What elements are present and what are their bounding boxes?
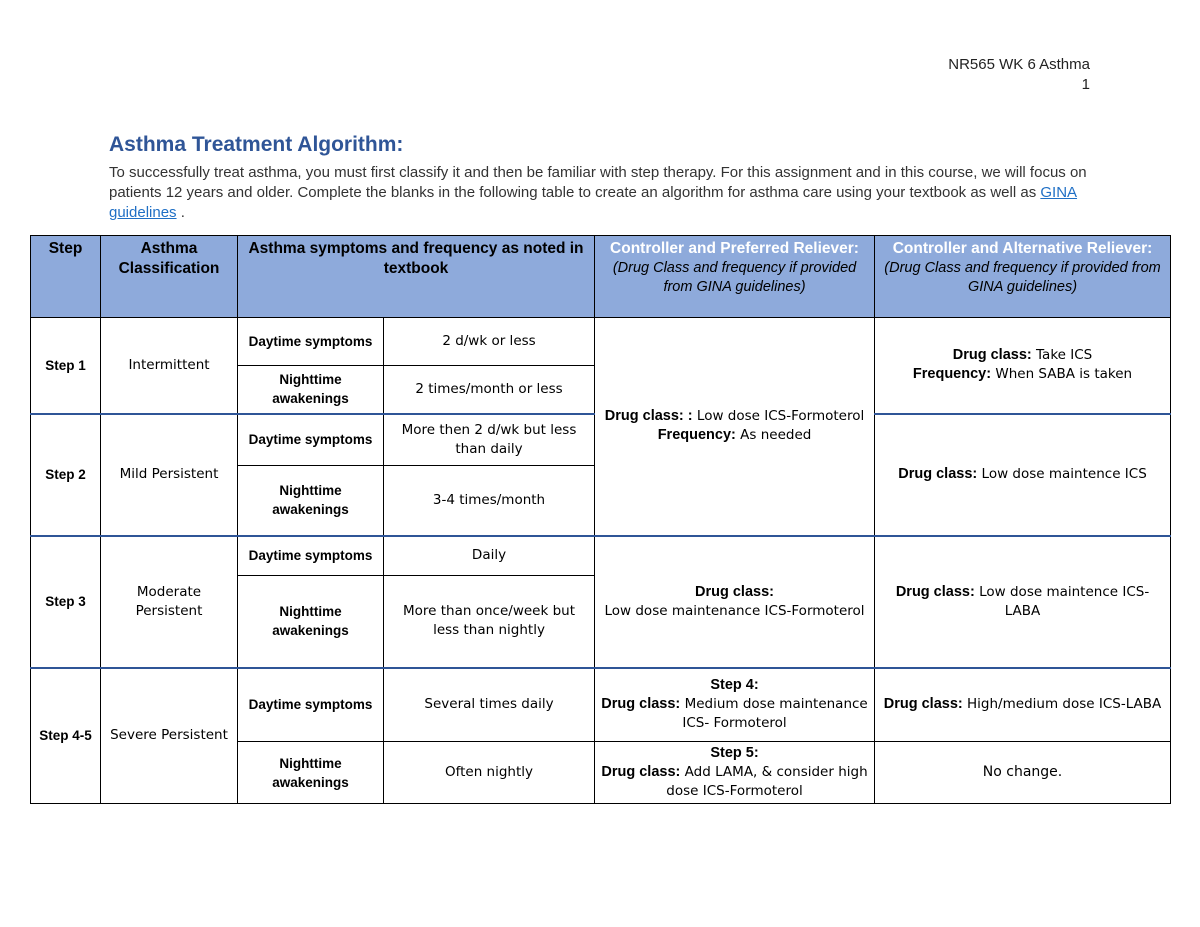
intro-text: To successfully treat asthma, you must first classify it and then be familiar with step therapy. For this assignment and in this course, we will focus on patients 12 years and older. Complete the blanks in the following table to create an algorithm for asthma care using your textbook as well as <box>109 164 1087 201</box>
header-preferred-sub: (Drug Class and frequency if provided from GINA guidelines) <box>612 260 857 295</box>
header-page-number: 1 <box>1081 76 1090 93</box>
step1-nighttime-value: 2 times/month or less <box>384 366 595 414</box>
step2-classification: Mild Persistent <box>101 414 238 536</box>
step45-daytime-label: Daytime symptoms <box>238 668 384 742</box>
step1-daytime-value: 2 d/wk or less <box>384 318 595 366</box>
step3-pref-drug-value: Low dose maintenance ICS-Formoterol <box>604 602 865 619</box>
header-symptoms: Asthma symptoms and frequency as noted in textbook <box>238 236 595 318</box>
step4-alt-drug-label: Drug class: <box>883 696 963 713</box>
step45-classification: Severe Persistent <box>101 668 238 804</box>
step3-alt-drug-value: Low dose maintence ICS-LABA <box>979 583 1150 619</box>
step1-daytime-label: Daytime symptoms <box>238 318 384 366</box>
header-alternative-sub: (Drug Class and frequency if provided from GINA guidelines) <box>884 260 1161 295</box>
step4-drug-value: Medium dose maintenance ICS- Formoterol <box>682 696 868 732</box>
step1-alt-frequency-value: When SABA is taken <box>995 366 1133 383</box>
step2-alternative <box>875 414 1171 536</box>
step1-alt-drug-label: Drug class: <box>952 347 1032 364</box>
step2-daytime-label: Daytime symptoms <box>238 414 384 466</box>
page-header <box>948 55 1090 95</box>
steps12-frequency-label: Frequency: <box>657 427 736 444</box>
table-row <box>31 536 1171 576</box>
step3-daytime-value: Daily <box>384 536 595 576</box>
step5-preferred <box>595 742 875 804</box>
step5-drug-value: Add LAMA, & consider high dose ICS-Formoterol <box>666 764 868 799</box>
step2-daytime-value: More then 2 d/wk but less than daily <box>384 414 595 466</box>
header-step: Step <box>31 236 101 318</box>
step45-step: Step 4-5 <box>31 668 101 804</box>
step1-classification: Intermittent <box>101 318 238 414</box>
asthma-algorithm-table <box>30 235 1171 804</box>
step4-alternative <box>875 668 1171 742</box>
header-row <box>31 236 1171 318</box>
step45-daytime-value: Several times daily <box>384 668 595 742</box>
step1-step: Step 1 <box>31 318 101 414</box>
step2-nighttime-value: 3-4 times/month <box>384 466 595 536</box>
step3-nighttime-value: More than once/week but less than nightly <box>384 576 595 668</box>
step3-daytime-label: Daytime symptoms <box>238 536 384 576</box>
steps12-frequency-value: As needed <box>740 427 812 444</box>
step3-alt-drug-label: Drug class: <box>895 583 975 600</box>
table-row <box>31 668 1171 742</box>
step2-alt-drug-label: Drug class: <box>898 466 978 482</box>
step5-alternative: No change. <box>875 742 1171 804</box>
step2-step: Step 2 <box>31 414 101 536</box>
step5-drug-label: Drug class: <box>601 764 681 780</box>
step2-nighttime-label: Nighttime awakenings <box>238 466 384 536</box>
steps12-drug-value: Low dose ICS-Formoterol <box>696 408 865 425</box>
page-title: Asthma Treatment Algorithm: <box>109 133 404 156</box>
intro-tail: . <box>176 204 185 221</box>
intro-paragraph <box>109 163 1099 223</box>
step4-alt-drug-value: High/medium dose ICS-LABA <box>967 696 1162 713</box>
steps12-preferred <box>595 318 875 536</box>
step5-label: Step 5: <box>710 745 759 761</box>
step1-alternative <box>875 318 1171 414</box>
header-preferred-title: Controller and Preferred Reliever: <box>610 240 859 257</box>
step45-nighttime-value: Often nightly <box>384 742 595 804</box>
gina-guidelines-link[interactable]: GINA guidelines <box>109 184 1078 221</box>
step3-pref-drug-label: Drug class: <box>695 583 774 600</box>
step4-label: Step 4: <box>710 677 759 694</box>
step1-nighttime-label: Nighttime awakenings <box>238 366 384 414</box>
header-course: NR565 WK 6 Asthma <box>948 56 1090 73</box>
step4-drug-label: Drug class: <box>601 696 681 713</box>
step3-nighttime-label: Nighttime awakenings <box>238 576 384 668</box>
header-classification: Asthma Classification <box>101 236 238 318</box>
header-alternative-title: Controller and Alternative Reliever: <box>892 240 1153 257</box>
step1-alt-frequency-label: Frequency: <box>912 366 992 383</box>
step3-alternative <box>875 536 1171 668</box>
step3-step: Step 3 <box>31 536 101 668</box>
step1-alt-drug-value: Take ICS <box>1036 347 1093 364</box>
step4-preferred <box>595 668 875 742</box>
header-preferred <box>595 236 875 318</box>
header-alternative <box>875 236 1171 318</box>
steps12-drug-label: Drug class: : <box>604 408 693 425</box>
step45-nighttime-label: Nighttime awakenings <box>238 742 384 804</box>
step3-classification: Moderate Persistent <box>101 536 238 668</box>
step2-alt-drug-value: Low dose maintence ICS <box>981 466 1147 482</box>
table-row <box>31 318 1171 366</box>
step3-preferred <box>595 536 875 668</box>
